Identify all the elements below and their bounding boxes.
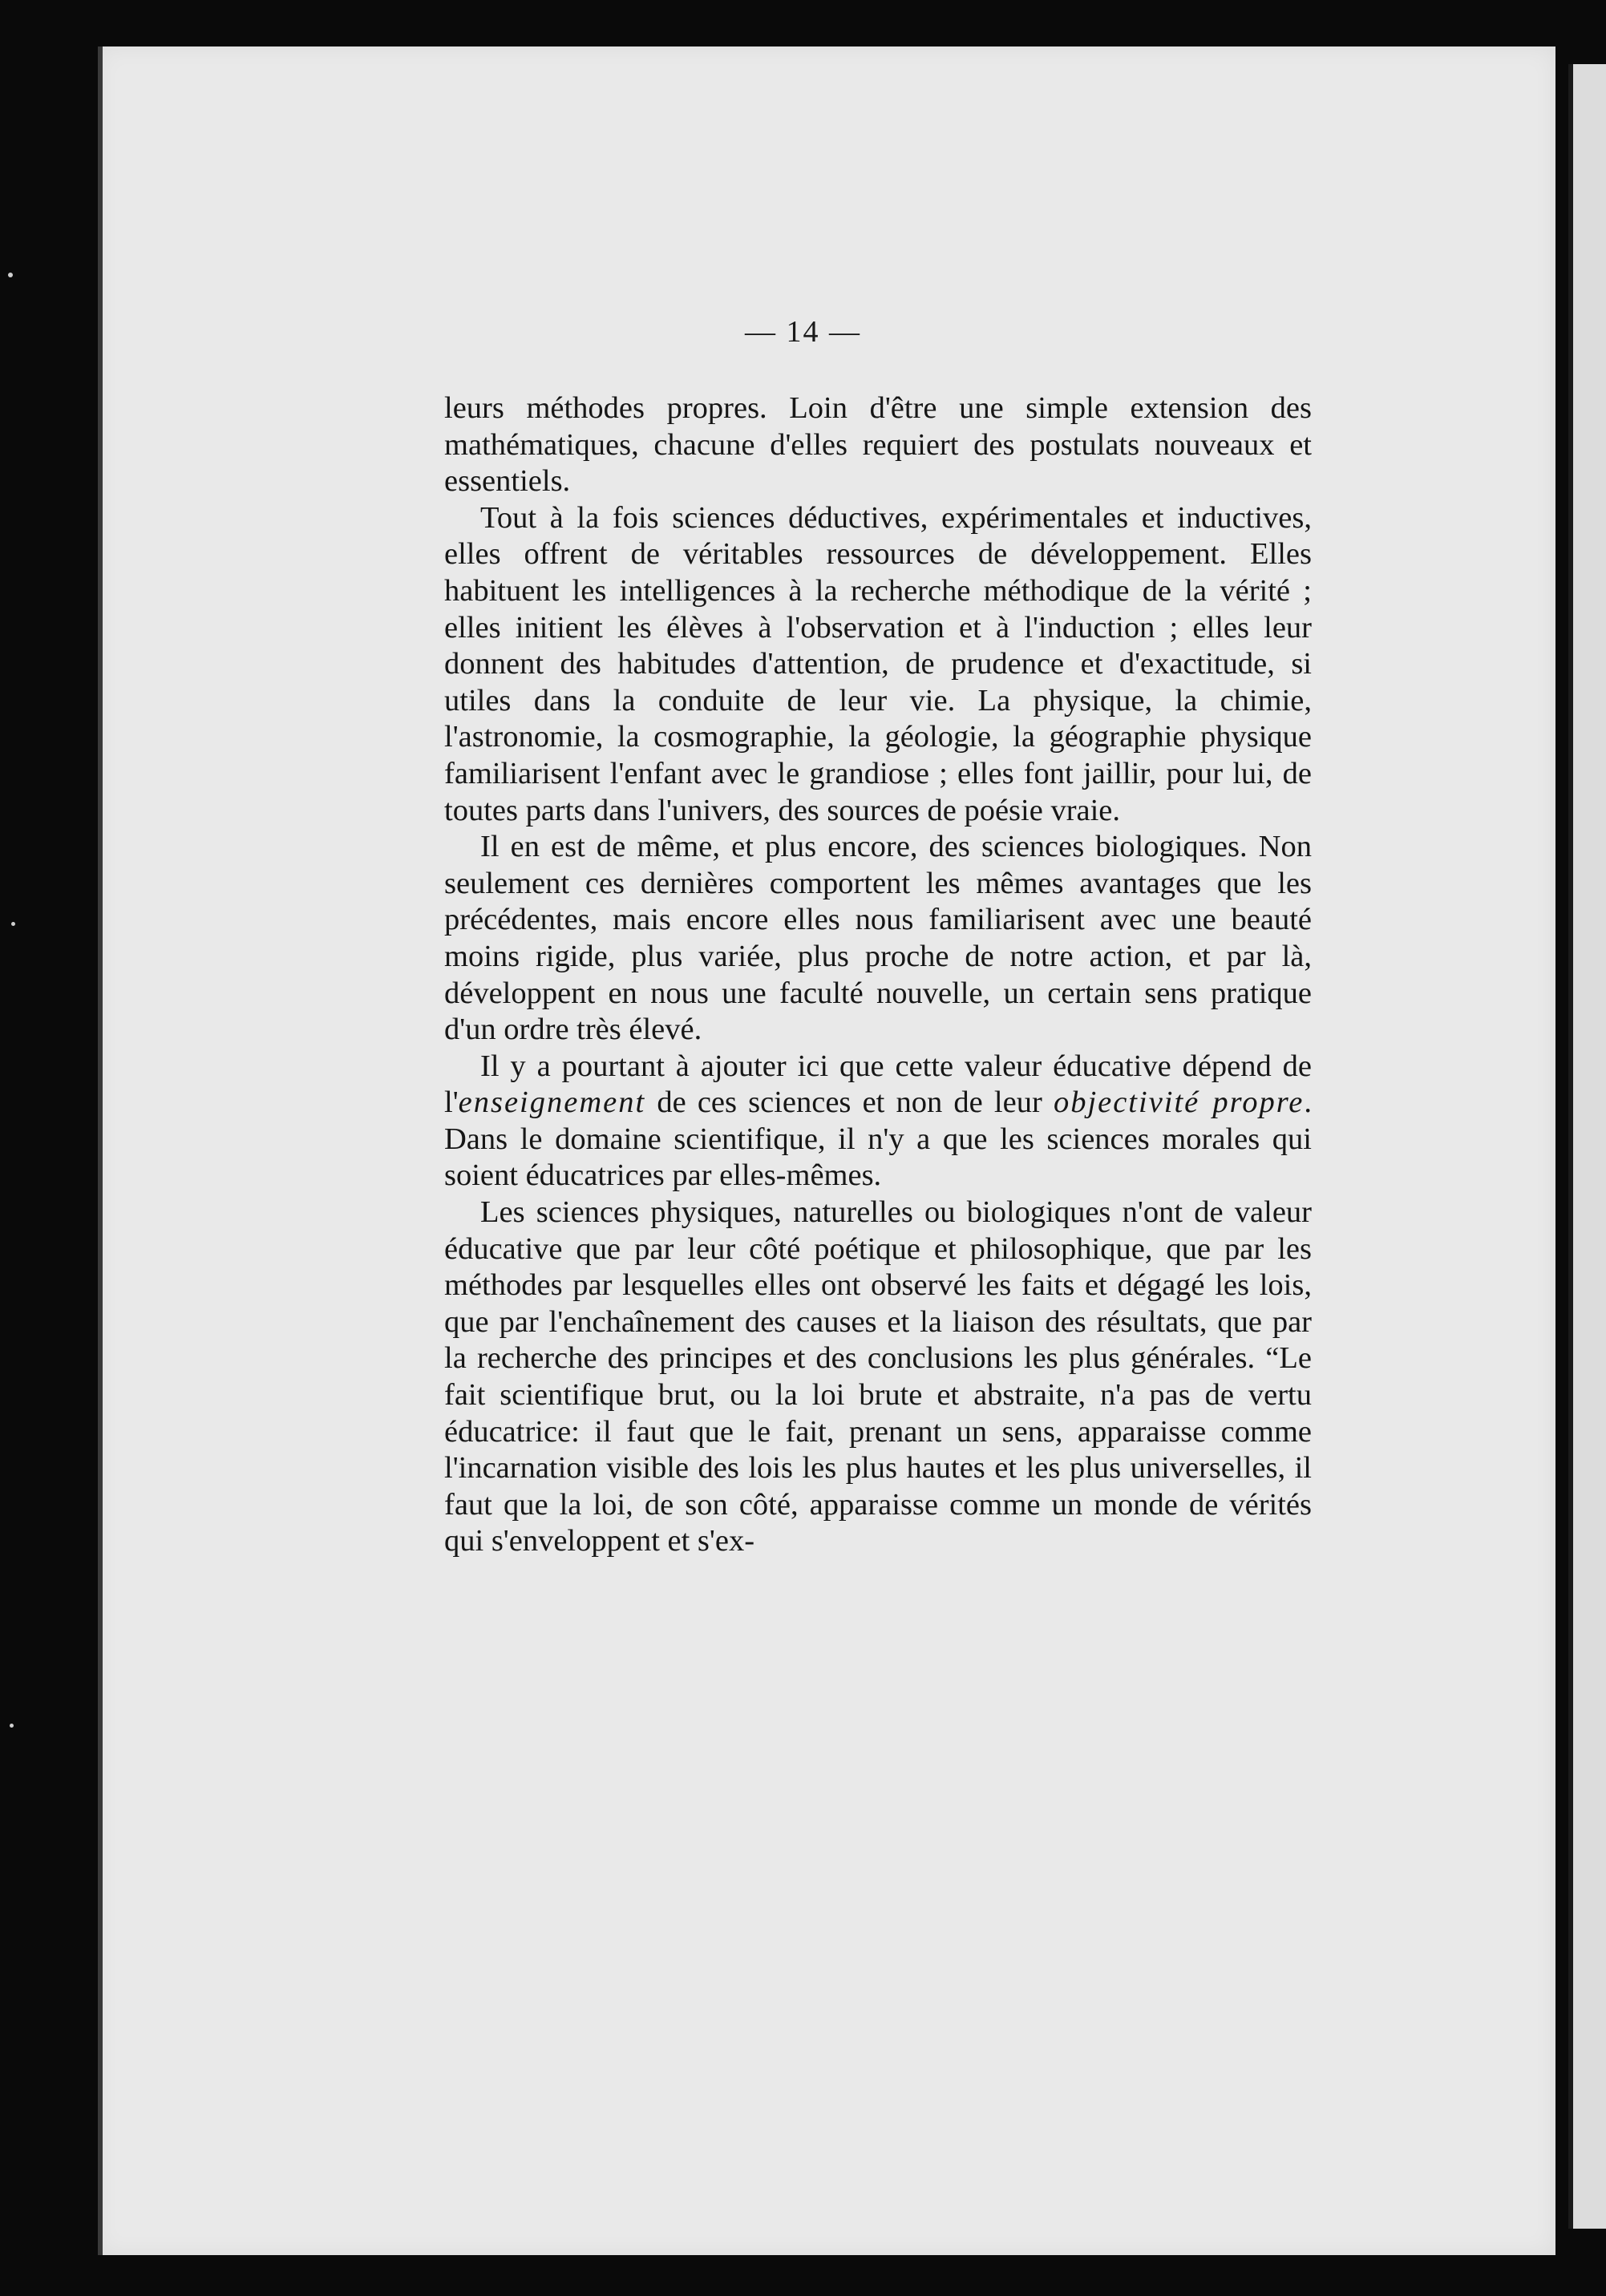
paragraph bbox=[444, 1194, 1312, 1560]
text-run: leurs méthodes propres. Loin d'être une simple extension des mathématiques, chacune d'elles requiert des postulats nouveaux et essentiels. bbox=[444, 391, 1312, 499]
text-run: Il y a pourtant à ajouter ici que cette valeur éducative dépend de l' bbox=[444, 1049, 1312, 1120]
body-text bbox=[444, 390, 1312, 1560]
paragraph bbox=[444, 500, 1312, 829]
page-number: — 14 — bbox=[745, 315, 861, 349]
text-run: Les sciences physiques, naturelles ou biologiques n'ont de valeur éducative que par leur côté poétique et philosophique, que par les méthodes par lesquelles elles ont observé les faits et dégagé les lois, que par l'enchaînement des causes et la liaison des résultats, que par la recherche des principes et des conclusions les plus générales. “Le fait scientifique brut, ou la loi brute et abstraite, n'a pas de vertu éducatrice: il faut que le fait, prenant un sens, apparaisse comme l'incarnation visible des lois les plus hautes et les plus universelles, il faut que la loi, de son côté, apparaisse comme un monde de vérités qui s'enveloppent et s'ex- bbox=[444, 1195, 1312, 1558]
paragraph bbox=[444, 829, 1312, 1049]
paragraph bbox=[444, 1049, 1312, 1194]
text-run: Tout à la fois sciences déductives, expérimentales et inductives, elles offrent de véritables ressources de développement. Elles habituent les intelligences à la recherche méthodique de la vérité ; elles initient les élèves à l'observation et à l'induction ; elles leur donnent des habitudes d'attention, de prudence et d'exactitude, si utiles dans la conduite de leur vie. La physique, la chimie, l'astronomie, la cosmographie, la géologie, la géographie physique familiarisent l'enfant avec le grandiose ; elles font jaillir, pour lui, de toutes parts dans l'univers, des sources de poésie vraie. bbox=[444, 500, 1312, 827]
scan-speck bbox=[11, 922, 15, 926]
text-run: . Dans le domaine scientifique, il n'y a que les sciences morales qui soient éducatrices par elles-mêmes. bbox=[444, 1085, 1312, 1193]
emphasis-enseignement: enseignement bbox=[458, 1085, 646, 1120]
adjacent-page-edge bbox=[1568, 64, 1606, 2229]
page-binding-edge bbox=[98, 46, 103, 2255]
text-run: de ces sciences et non de leur bbox=[645, 1085, 1054, 1120]
scan-speck bbox=[8, 273, 13, 277]
emphasis-objectivite: objectivité propre bbox=[1053, 1085, 1305, 1120]
text-run: Il en est de même, et plus encore, des sciences biologiques. Non seulement ces dernières comportent les mêmes avantages que les précédentes, mais encore elles nous familiarisent avec une beauté moins rigide, plus variée, plus proche de notre action, et par là, développent en nous une faculté nouvelle, un certain sens pratique d'un ordre très élevé. bbox=[444, 830, 1312, 1047]
scan-speck bbox=[10, 1724, 14, 1728]
paragraph bbox=[444, 390, 1312, 500]
